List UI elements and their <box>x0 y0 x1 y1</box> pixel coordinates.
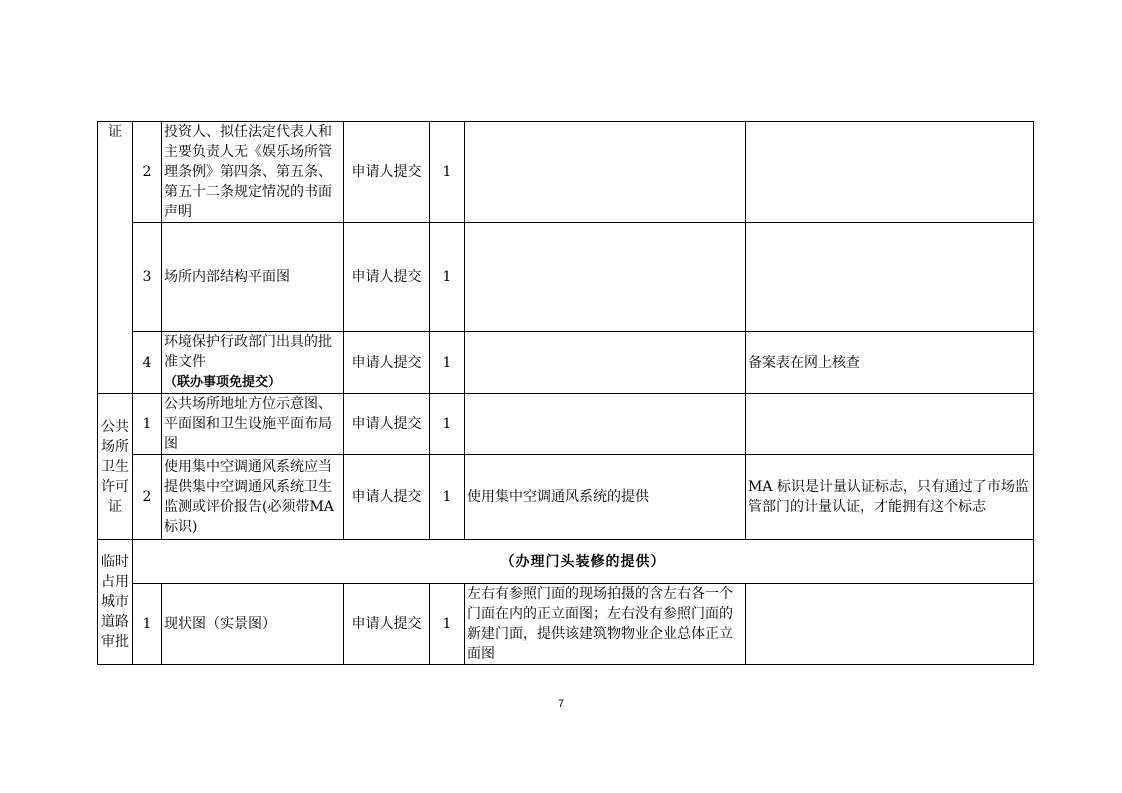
category-cell-entertainment: 证 <box>98 122 133 394</box>
requirement-cell <box>465 122 746 223</box>
note-cell: 备案表在网上核查 <box>746 332 1034 394</box>
category-cell-public-health: 公共场所卫生许可证 <box>98 394 133 540</box>
note-cell <box>746 223 1034 332</box>
material-name: 场所内部结构平面图 <box>162 223 344 332</box>
material-name-note: （联办事项免提交） <box>164 375 282 390</box>
material-name-text: 环境保护行政部门出具的批准文件 <box>164 334 332 370</box>
copies-cell: 1 <box>430 223 465 332</box>
note-cell <box>746 584 1034 665</box>
source-cell: 申请人提交 <box>344 584 430 665</box>
copies-cell: 1 <box>430 122 465 223</box>
item-number: 4 <box>133 332 162 394</box>
copies-cell: 1 <box>430 394 465 455</box>
source-cell: 申请人提交 <box>344 122 430 223</box>
item-number: 1 <box>133 584 162 665</box>
item-number: 2 <box>133 122 162 223</box>
copies-cell: 1 <box>430 584 465 665</box>
item-number: 3 <box>133 223 162 332</box>
table-row <box>98 584 1034 665</box>
table-row <box>98 223 1034 332</box>
table-row <box>98 394 1034 455</box>
requirement-cell <box>465 223 746 332</box>
category-cell-road-approval: 临时占用城市道路审批 <box>98 540 133 665</box>
source-cell: 申请人提交 <box>344 455 430 540</box>
source-cell: 申请人提交 <box>344 223 430 332</box>
material-name: 公共场所地址方位示意图、平面图和卫生设施平面布局图 <box>162 394 344 455</box>
requirement-cell: 左右有参照门面的现场拍摄的含左右各一个门面在内的正立面图；左右没有参照门面的新建门面，提供该建筑物物业企业总体正立面图 <box>465 584 746 665</box>
copies-cell: 1 <box>430 455 465 540</box>
materials-table <box>97 121 1034 665</box>
material-name: 使用集中空调通风系统应当提供集中空调通风系统卫生监测或评价报告(必须带MA标识) <box>162 455 344 540</box>
copies-cell: 1 <box>430 332 465 394</box>
note-cell <box>746 394 1034 455</box>
page-number: 7 <box>557 698 565 710</box>
table-row <box>98 332 1034 394</box>
requirement-cell: 使用集中空调通风系统的提供 <box>465 455 746 540</box>
section-header: （办理门头装修的提供） <box>133 540 1034 584</box>
item-number: 2 <box>133 455 162 540</box>
table-row <box>98 455 1034 540</box>
material-name: 投资人、拟任法定代表人和主要负责人无《娱乐场所管理条例》第四条、第五条、第五十二条规定情况的书面声明 <box>162 122 344 223</box>
requirement-cell <box>465 394 746 455</box>
table-row <box>98 122 1034 223</box>
source-cell: 申请人提交 <box>344 332 430 394</box>
note-cell: MA 标识是计量认证标志，只有通过了市场监管部门的计量认证，才能拥有这个标志 <box>746 455 1034 540</box>
source-cell: 申请人提交 <box>344 394 430 455</box>
requirement-cell <box>465 332 746 394</box>
note-cell <box>746 122 1034 223</box>
item-number: 1 <box>133 394 162 455</box>
material-name <box>162 332 344 394</box>
table-row <box>98 540 1034 584</box>
material-name: 现状图（实景图） <box>162 584 344 665</box>
